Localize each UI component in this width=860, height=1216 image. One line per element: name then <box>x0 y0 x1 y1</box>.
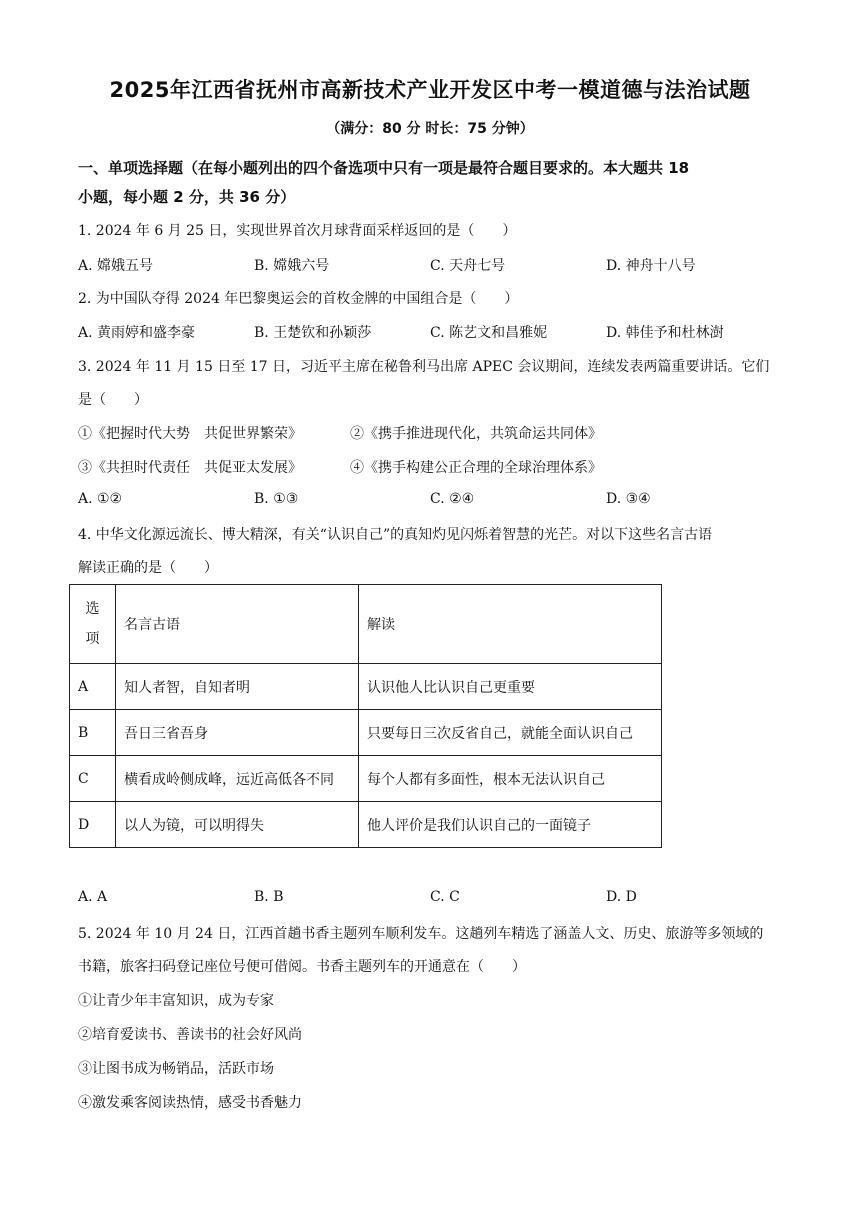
question-4-stem-cont: 解读正确的是（ ） <box>78 560 218 576</box>
table-row <box>70 710 662 756</box>
question-5-stem-cont: 书籍，旅客扫码登记座位号便可借阅。书香主题列车的开通意在（ ） <box>78 959 526 975</box>
question-1-stem: 1. 2024 年 6 月 25 日，实现世界首次月球背面采样返回的是（ ） <box>78 223 517 239</box>
q1-option-a: A. 嫦娥五号 <box>78 258 154 274</box>
table-row <box>70 664 662 710</box>
q5-item-3: ③让图书成为畅销品，活跃市场 <box>78 1061 274 1077</box>
q3-option-a: A. ①② <box>78 491 123 507</box>
row-interpretation: 只要每日三次反省自己，就能全面认识自己 <box>359 710 662 756</box>
q3-item-3: ③《共担时代责任 共促亚太发展》 <box>78 460 302 476</box>
header-cell-option <box>70 585 116 664</box>
header-cell-interpretation: 解读 <box>359 585 662 664</box>
q3-item-4: ④《携手构建公正合理的全球治理体系》 <box>350 460 602 476</box>
q2-option-b: B. 王楚钦和孙颖莎 <box>254 325 372 341</box>
q1-option-c: C. 天舟七号 <box>430 258 506 274</box>
row-option: D <box>70 802 116 848</box>
row-interpretation: 每个人都有多面性，根本无法认识自己 <box>359 756 662 802</box>
q2-option-a: A. 黄雨婷和盛李豪 <box>78 325 196 341</box>
header-option-char-1: 选 <box>85 601 100 617</box>
q4-option-c: C. C <box>430 889 460 905</box>
section-heading-cont: 小题，每小题 2 分，共 36 分） <box>78 188 296 206</box>
q3-option-d: D. ③④ <box>606 491 651 507</box>
question-3-stem: 3. 2024 年 11 月 15 日至 17 日，习近平主席在秘鲁利马出席 APEC 会议期间，连续发表两篇重要讲话。它们 <box>78 359 770 375</box>
table-row <box>70 756 662 802</box>
q5-item-1: ①让青少年丰富知识，成为专家 <box>78 993 274 1009</box>
q1-option-d: D. 神舟十八号 <box>606 258 696 274</box>
row-quote: 吾日三省吾身 <box>116 710 359 756</box>
row-quote: 以人为镜，可以明得失 <box>116 802 359 848</box>
section-heading: 一、单项选择题（在每小题列出的四个备选项中只有一项是最符合题目要求的。本大题共 18 <box>78 159 690 177</box>
row-interpretation: 他人评价是我们认识自己的一面镜子 <box>359 802 662 848</box>
q5-item-2: ②培育爱读书、善读书的社会好风尚 <box>78 1027 302 1043</box>
q1-option-b: B. 嫦娥六号 <box>254 258 330 274</box>
header-option-char-2: 项 <box>85 631 100 647</box>
exam-info: （满分：80 分 时长：75 分钟） <box>326 121 534 137</box>
q4-option-b: B. B <box>254 889 284 905</box>
question-5-stem: 5. 2024 年 10 月 24 日，江西首趟书香主题列车顺利发车。这趟列车精选了涵盖人文、历史、旅游等多领域的 <box>78 926 764 942</box>
row-option: A <box>70 664 116 710</box>
table-row <box>70 802 662 848</box>
q2-option-c: C. 陈艺文和昌雅妮 <box>430 325 548 341</box>
question-4-stem: 4. 中华文化源远流长、博大精深，有关“认识自己”的真知灼见闪烁着智慧的光芒。对以下这些名言古语 <box>78 527 713 543</box>
table-header-row <box>70 585 662 664</box>
row-quote: 横看成岭侧成峰，远近高低各不同 <box>116 756 359 802</box>
row-option: C <box>70 756 116 802</box>
q3-item-2: ②《携手推进现代化，共筑命运共同体》 <box>350 426 602 442</box>
page-title: 2025年江西省抚州市高新技术产业开发区中考一模道德与法治试题 <box>109 78 751 102</box>
quotes-table <box>69 584 662 848</box>
row-quote: 知人者智，自知者明 <box>116 664 359 710</box>
q4-option-d: D. D <box>606 889 637 905</box>
header-cell-quote: 名言古语 <box>116 585 359 664</box>
row-interpretation: 认识他人比认识自己更重要 <box>359 664 662 710</box>
q3-option-b: B. ①③ <box>254 491 299 507</box>
q2-option-d: D. 韩佳予和杜林澍 <box>606 325 724 341</box>
q4-option-a: A. A <box>78 889 108 905</box>
question-3-stem-cont: 是（ ） <box>78 392 148 408</box>
q5-item-4: ④激发乘客阅读热情，感受书香魅力 <box>78 1095 302 1111</box>
q3-item-1: ①《把握时代大势 共促世界繁荣》 <box>78 426 302 442</box>
row-option: B <box>70 710 116 756</box>
q3-option-c: C. ②④ <box>430 491 475 507</box>
question-2-stem: 2. 为中国队夺得 2024 年巴黎奥运会的首枚金牌的中国组合是（ ） <box>78 291 519 307</box>
